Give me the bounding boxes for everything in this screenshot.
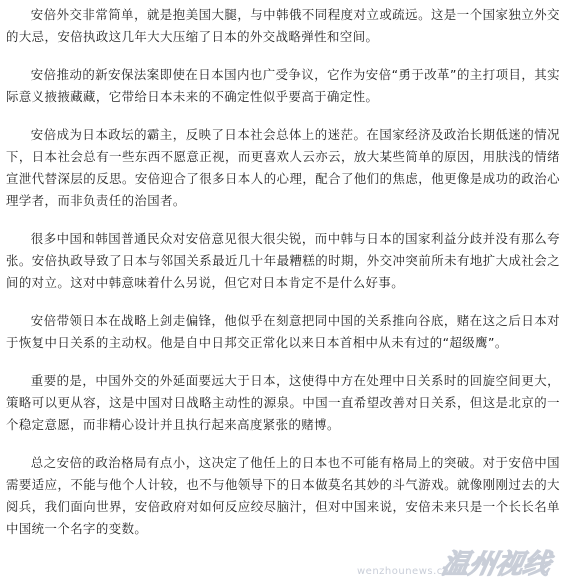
- article-body: [6, 4, 560, 556]
- watermark-logo: [439, 541, 557, 581]
- paragraph-1: 安倍外交非常简单，就是抱美国大腿，与中韩俄不同程度对立或疏远。这是一个国家独立外交的大忌，安倍执政这几年大大压缩了日本的外交战略弹性和空间。: [6, 7, 560, 44]
- watermark-logo-text: 温州视线: [439, 548, 554, 580]
- paragraph-3: 安倍成为日本政坛的霸主，反映了日本社会总体上的迷茫。在国家经济及政治长期低迷的情况下，日本社会总有一些东西不愿意正视，而更喜欢人云亦云，放大某些简单的原因，用肤浅的情绪宣泄代替深层的反思。安倍迎合了很多日本人的心理，配合了他们的焦虑，他更像是成功的政治心理学者，而非负责任的治国者。: [6, 127, 560, 208]
- watermark-url: wenzhounews.com: [357, 566, 460, 577]
- paragraph-7: 总之安倍的政治格局有点小，这决定了他任上的日本也不可能有格局上的突破。对于安倍中国需要适应，不能与他个人计较，也不与他领导下的日本做莫名其妙的斗气游戏。就像刚刚过去的大阅兵，我们面向世界，安倍政府对如何反应绞尽脑汁，但对中国来说，安倍未来只是一个长长名单中国统一个名字的变数。: [6, 455, 560, 536]
- paragraph-6: 重要的是，中国外交的外延面要远大于日本，这使得中方在处理中日关系时的回旋空间更大，策略可以更从容，这是中国对日战略主动性的源泉。中国一直希望改善对日关系，但这是北京的一个稳定意愿，而非精心设计并且执行起来高度紧张的赌博。: [6, 373, 560, 432]
- paragraph-2: 安倍推动的新安保法案即使在日本国内也广受争议，它作为安倍“勇于改革”的主打项目，其实际意义掖掖藏藏，它带给日本未来的不确定性似乎要高于确定性。: [6, 67, 560, 104]
- paragraph-5: 安倍带领日本在战略上剑走偏锋，他似乎在刻意把同中国的关系推向谷底，赌在这之后日本对于恢复中日关系的主动权。他是自中日邦交正常化以来日本首相中从未有过的“超级鹰”。: [6, 313, 560, 350]
- site-watermark: [357, 537, 557, 581]
- paragraph-4: 很多中国和韩国普通民众对安倍意见很大很尖锐，而中韩与日本的国家利益分歧并没有那么夸张。安倍执政导致了日本与邻国关系最近几十年最糟糕的时期，外交冲突前所未有地扩大成社会之间的对立。这对中韩意味着什么另说，但它对日本肯定不是什么好事。: [6, 231, 560, 290]
